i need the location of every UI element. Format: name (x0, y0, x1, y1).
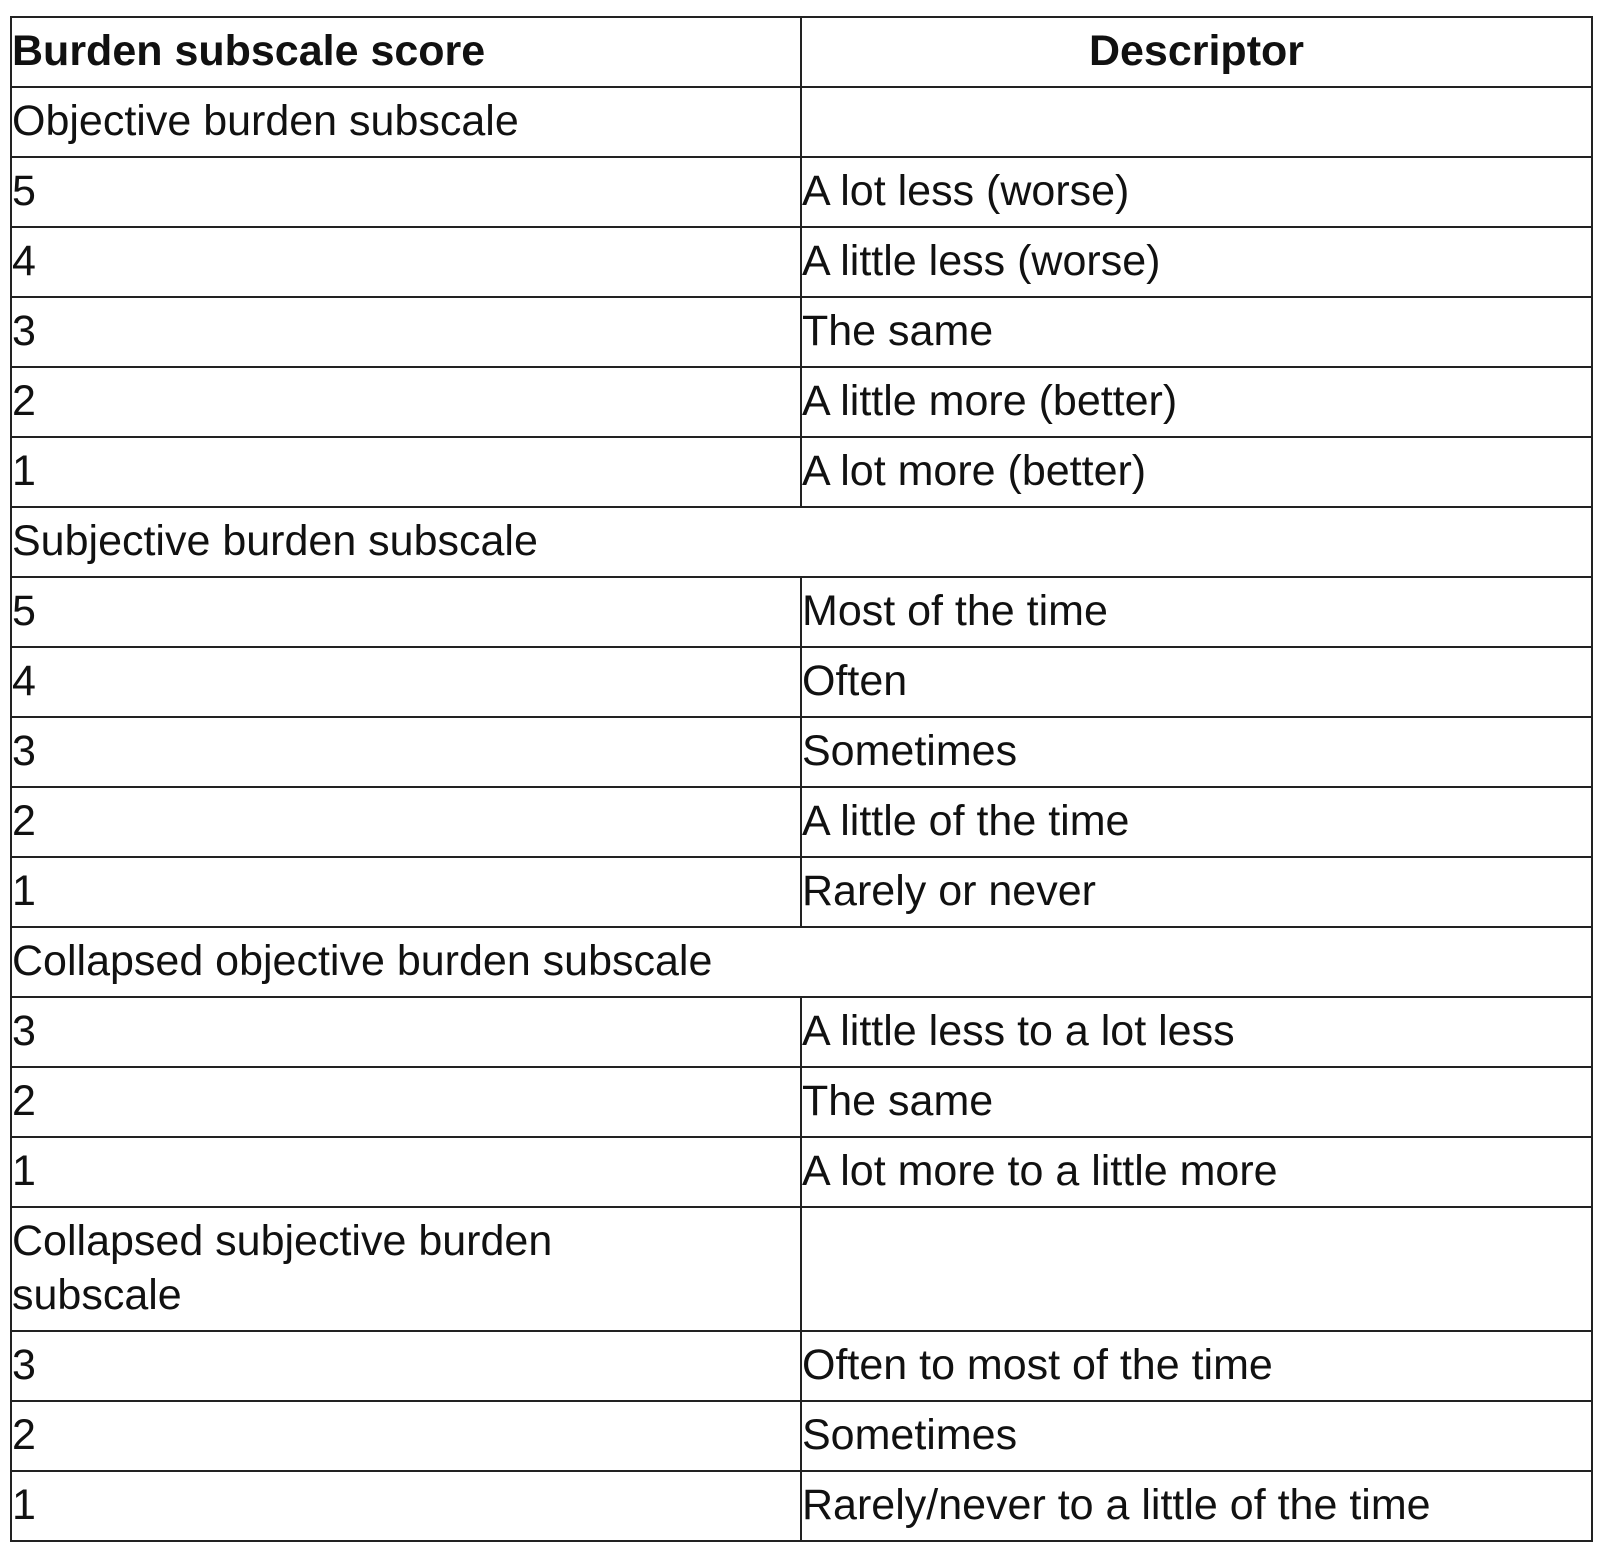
score-cell: 3 (11, 997, 801, 1067)
table-row (11, 1471, 1592, 1541)
table-row (11, 787, 1592, 857)
descriptor-cell: A little more (better) (801, 367, 1592, 437)
score-cell: 1 (11, 1471, 801, 1541)
empty-cell (801, 87, 1592, 157)
table-row (11, 1401, 1592, 1471)
descriptor-cell: Rarely or never (801, 857, 1592, 927)
table-row (11, 1137, 1592, 1207)
section-label: Collapsed objective burden subscale (11, 927, 1592, 997)
score-cell: 1 (11, 857, 801, 927)
descriptor-cell: A lot less (worse) (801, 157, 1592, 227)
table-row (11, 717, 1592, 787)
score-cell: 1 (11, 1137, 801, 1207)
burden-subscale-table (10, 16, 1593, 1542)
header-score: Burden subscale score (11, 17, 801, 87)
descriptor-cell: Often to most of the time (801, 1331, 1592, 1401)
table-row (11, 577, 1592, 647)
score-cell: 3 (11, 297, 801, 367)
descriptor-cell: The same (801, 1067, 1592, 1137)
score-cell: 2 (11, 367, 801, 437)
score-cell: 3 (11, 717, 801, 787)
descriptor-cell: Sometimes (801, 717, 1592, 787)
score-cell: 5 (11, 577, 801, 647)
score-cell: 2 (11, 787, 801, 857)
table-row (11, 157, 1592, 227)
descriptor-cell: A lot more (better) (801, 437, 1592, 507)
section-row-collapsed-objective (11, 927, 1592, 997)
score-cell: 1 (11, 437, 801, 507)
header-descriptor: Descriptor (801, 17, 1592, 87)
score-cell: 4 (11, 227, 801, 297)
descriptor-cell: Most of the time (801, 577, 1592, 647)
section-label: Subjective burden subscale (11, 507, 1592, 577)
score-cell: 5 (11, 157, 801, 227)
descriptor-cell: Sometimes (801, 1401, 1592, 1471)
section-label: Collapsed subjective burden subscale (11, 1207, 801, 1331)
descriptor-cell: A little less to a lot less (801, 997, 1592, 1067)
score-cell: 3 (11, 1331, 801, 1401)
section-row-collapsed-subjective (11, 1207, 1592, 1331)
score-cell: 2 (11, 1401, 801, 1471)
table-row (11, 857, 1592, 927)
table-row (11, 1331, 1592, 1401)
table-row (11, 647, 1592, 717)
table-row (11, 1067, 1592, 1137)
table-row (11, 997, 1592, 1067)
table-row (11, 367, 1592, 437)
empty-cell (801, 1207, 1592, 1331)
descriptor-cell: A little of the time (801, 787, 1592, 857)
table-row (11, 437, 1592, 507)
table-row (11, 297, 1592, 367)
section-label: Objective burden subscale (11, 87, 801, 157)
header-row (11, 17, 1592, 87)
score-cell: 2 (11, 1067, 801, 1137)
descriptor-cell: Often (801, 647, 1592, 717)
table-row (11, 227, 1592, 297)
score-cell: 4 (11, 647, 801, 717)
section-row-subjective (11, 507, 1592, 577)
descriptor-cell: A little less (worse) (801, 227, 1592, 297)
descriptor-cell: The same (801, 297, 1592, 367)
descriptor-cell: Rarely/never to a little of the time (801, 1471, 1592, 1541)
descriptor-cell: A lot more to a little more (801, 1137, 1592, 1207)
section-row-objective (11, 87, 1592, 157)
